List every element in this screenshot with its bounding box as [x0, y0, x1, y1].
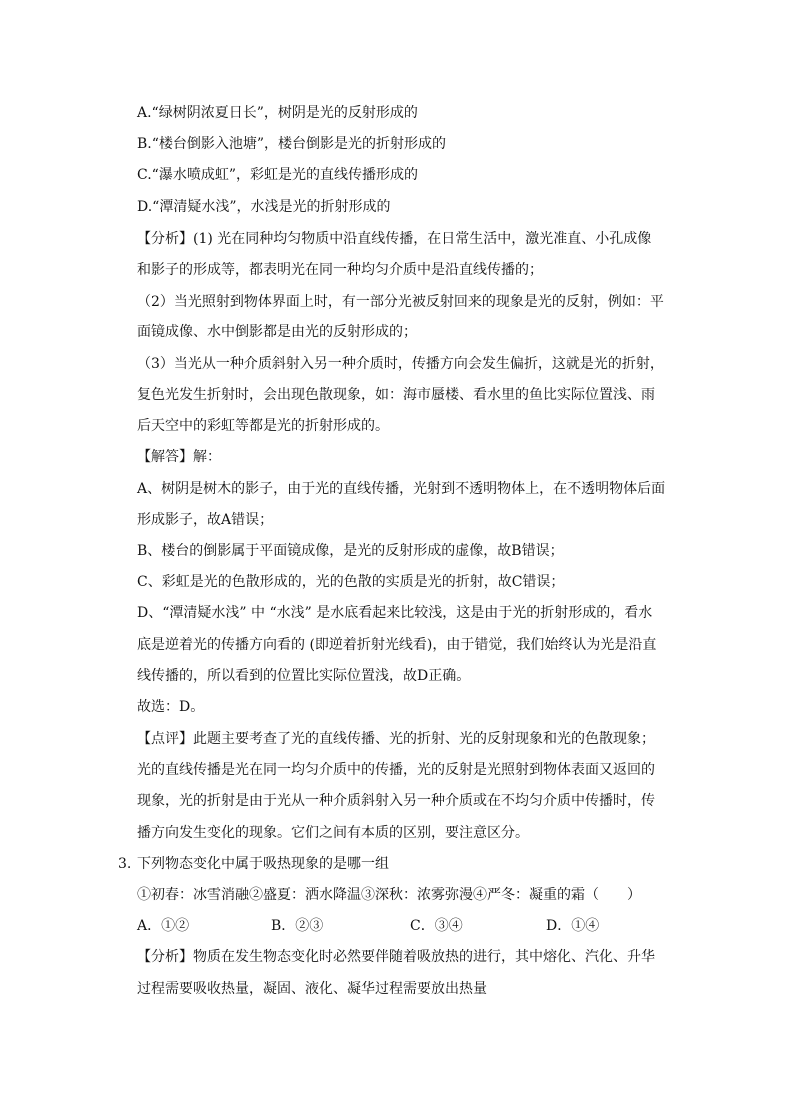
analysis-line: 【分析】(1) 光在同种均匀物质中沿直线传播，在日常生活中，激光准直、小孔成像	[137, 231, 652, 247]
solution-line: 【解答】解：	[137, 449, 221, 465]
q3-analysis-line: 【分析】物质在发生物态变化时必然要伴随着吸放热的进行，其中熔化、汽化、升华	[137, 949, 655, 965]
analysis-line: 复色光发生折射时，会出现色散现象，如：海市蜃楼、看水里的鱼比实际位置浅、雨	[137, 387, 655, 403]
q3-analysis-line: 过程需要吸收热量，凝固、液化、凝华过程需要放出热量	[137, 981, 487, 997]
analysis-line: 后天空中的彩虹等都是光的折射形成的。	[137, 418, 389, 434]
analysis-line: 面镜成像、水中倒影都是由光的反射形成的；	[137, 324, 417, 340]
option-c: C.“瀑水喷成虹”，彩虹是光的直线传播形成的	[137, 167, 418, 183]
solution-line: 线传播的，所以看到的位置比实际位置浅，故D正确。	[137, 668, 471, 684]
option-d: D.“潭清疑水浅”，水浅是光的折射形成的	[137, 199, 391, 215]
q3-option-a: A．①②	[137, 918, 190, 934]
question-number: 3.	[118, 856, 132, 872]
comment-line: 播方向发生变化的现象。它们之间有本质的区别，要注意区分。	[137, 825, 529, 841]
q3-option-c: C．③④	[410, 918, 463, 934]
option-a: A.“绿树阴浓夏日长”，树阴是光的反射形成的	[137, 105, 418, 121]
question-stem: 下列物态变化中属于吸热现象的是哪一组	[137, 856, 389, 872]
analysis-line: （2）当光照射到物体界面上时，有一部分光被反射回来的现象是光的反射，例如：平	[137, 294, 664, 310]
analysis-line: （3）当光从一种介质斜射入另一种介质时，传播方向会发生偏折，这就是光的折射，	[137, 356, 664, 372]
comment-line: 现象，光的折射是由于光从一种介质斜射入另一种介质或在不均匀介质中传播时，传	[137, 793, 655, 809]
option-b: B.“楼台倒影入池塘”，楼台倒影是光的折射形成的	[137, 136, 447, 152]
solution-line: 底是逆着光的传播方向看的 (即逆着折射光线看)，由于错觉，我们始终认为光是沿直	[137, 637, 657, 653]
analysis-line: 和影子的形成等，都表明光在同一种均匀介质中是沿直线传播的；	[137, 262, 543, 278]
answer-choice: 故选：D。	[137, 699, 205, 715]
solution-line: B、楼台的倒影属于平面镜成像，是光的反射形成的虚像，故B错误；	[137, 543, 564, 559]
solution-line: 形成影子，故A错误；	[137, 512, 274, 528]
comment-line: 光的直线传播是光在同一均匀介质中的传播，光的反射是光照射到物体表面又返回的	[137, 762, 655, 778]
solution-line: C、彩虹是光的色散形成的，光的色散的实质是光的折射，故C错误；	[137, 574, 565, 590]
comment-line: 【点评】此题主要考查了光的直线传播、光的折射、光的反射现象和光的色散现象；	[137, 731, 655, 747]
solution-line: A、树阴是树木的影子，由于光的直线传播，光射到不透明物体上，在不透明物体后面	[137, 481, 666, 497]
question-conditions: ①初春：冰雪消融②盛夏：洒水降温③深秋：浓雾弥漫④严冬：凝重的霜（ ）	[137, 887, 641, 903]
solution-line: D、“潭清疑水浅” 中 “水浅” 是水底看起来比较浅，这是由于光的折射形成的，看水	[137, 605, 653, 621]
q3-option-b: B．②③	[271, 918, 324, 934]
q3-option-d: D．①④	[546, 918, 600, 934]
